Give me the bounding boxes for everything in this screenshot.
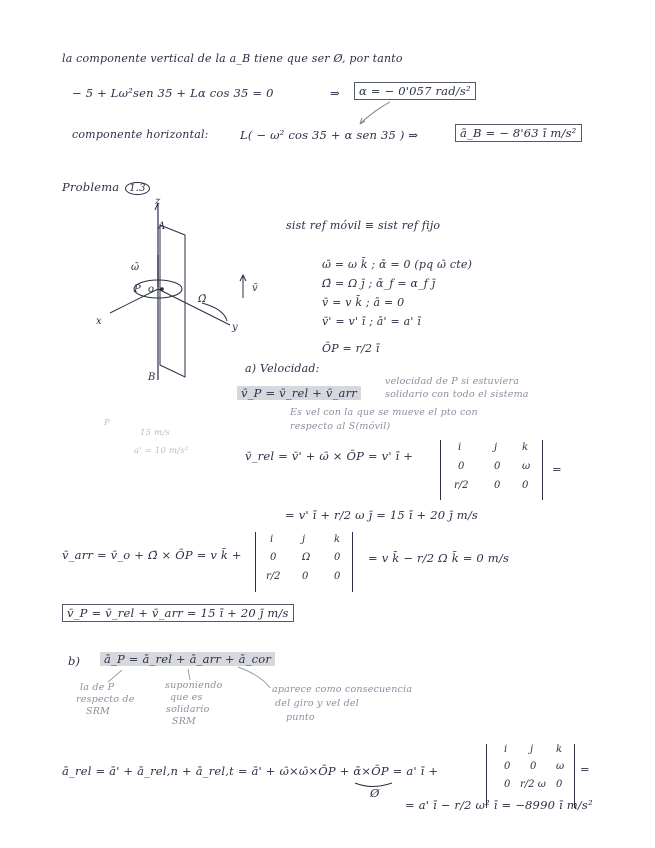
velocity-note-3: Es vel con la que se mueve el pto con	[290, 407, 478, 418]
faint-note-1: P	[104, 418, 110, 428]
m3-r1-c2: j	[530, 744, 534, 755]
vrel-equation: v̄_rel = v̄' + ω̄ × ŌP = v' ī +	[245, 449, 414, 463]
problem-number-badge: 1.3	[125, 182, 150, 195]
accel-note-rel-2: respecto de	[76, 694, 135, 705]
axis-z-label: z	[155, 196, 161, 207]
implies-arrow: ⇒	[330, 86, 340, 100]
m1-r1-c2: j	[494, 442, 498, 453]
velocity-heading-text: Velocidad:	[259, 362, 320, 375]
velocity-a-label: a)	[245, 362, 257, 375]
problem-title-text: Problema	[62, 180, 120, 194]
accel-note-rel-3: SRM	[86, 706, 110, 717]
accel-note-arr-2: que es	[170, 692, 203, 703]
velocity-main-eq: v̄_P = v̄_rel + v̄_arr	[237, 386, 361, 400]
accel-main-eq: ā_P = ā_rel + ā_arr + ā_cor	[100, 652, 275, 666]
m2-r2-c1: 0	[270, 552, 277, 563]
accel-note-rel-1: la de P	[80, 682, 115, 693]
m2-r2-c3: 0	[334, 552, 341, 563]
m1-r1-c3: k	[522, 442, 529, 453]
faint-note-3: a' = 10 m/s²	[134, 446, 189, 456]
varr-result: = v k̄ − r/2 Ω k̄ = 0 m/s	[368, 551, 510, 565]
m1-r3-c1: r/2	[454, 480, 469, 491]
v-label: v̄	[252, 283, 258, 294]
matrix1-right-bar	[542, 440, 543, 500]
problem-title	[62, 180, 150, 195]
horizontal-equation: L( − ω² cos 35 + α sen 35 ) ⇒	[240, 128, 419, 142]
varr-equation: v̄_arr = v̄_o + Ω̄ × ŌP = v k̄ +	[62, 548, 242, 562]
m3-r2-c1: 0	[504, 761, 511, 772]
alpha-result-box: α = − 0'057 rad/s²	[354, 82, 476, 100]
accel-note-arr-1: suponiendo	[165, 680, 223, 691]
accel-b-label: b)	[68, 654, 81, 668]
m3-r1-c3: k	[556, 744, 563, 755]
aB-result-box: ā_B = − 8'63 ī m/s²	[455, 124, 582, 142]
accel-note-cor-2: del giro y vel del	[275, 698, 359, 709]
matrix3-equals: =	[580, 762, 590, 776]
m3-r1-c1: i	[504, 744, 508, 755]
point-A-label: A	[158, 221, 166, 232]
m3-r2-c3: ω	[556, 761, 565, 772]
m3-r3-c1: 0	[504, 779, 511, 790]
sys-header: sist ref móvil ≡ sist ref fijo	[286, 219, 441, 232]
text-line-1: la componente vertical de la a_B tiene que ser Ø, por tanto	[62, 52, 403, 65]
matrix1-left-bar	[440, 440, 441, 500]
sys-eq-1: ω̄ = ω k̄ ; ᾱ = 0 (pq ω̄ cte)	[322, 258, 473, 271]
m1-r3-c3: 0	[522, 480, 529, 491]
m1-r1-c1: i	[458, 442, 462, 453]
m2-r3-c2: 0	[302, 571, 309, 582]
matrix2-left-bar	[255, 532, 256, 592]
horizontal-component-label: componente horizontal:	[72, 128, 209, 141]
equation-vertical: − 5 + Lω²sen 35 + Lα cos 35 = 0	[72, 86, 274, 100]
velocity-note-2: solidario con todo el sistema	[385, 389, 529, 400]
sys-eq-3: v̄ = v k̄ ; ā = 0	[322, 296, 405, 309]
m3-r3-c2: r/2 ω	[520, 779, 546, 790]
m2-r1-c2: j	[302, 534, 306, 545]
m2-r1-c1: i	[270, 534, 274, 545]
faint-note-2: 15 m/s	[140, 428, 171, 438]
m1-r3-c2: 0	[494, 480, 501, 491]
point-o-label: o	[148, 284, 155, 295]
m1-r2-c3: ω	[522, 461, 531, 472]
arel-equation: ā_rel = ā' + ā_rel,n + ā_rel,t = ā' + ω̄×ω̄×ŌP + ᾱ×ŌP = a' ī +	[62, 764, 439, 778]
m3-r3-c3: 0	[556, 779, 563, 790]
point-P-label: P	[134, 284, 141, 295]
matrix1-equals: =	[552, 462, 562, 476]
velocity-heading	[245, 362, 320, 375]
accel-note-cor-3: punto	[286, 712, 315, 723]
m2-r2-c2: Ω	[302, 552, 311, 563]
axis-y-label: y	[232, 322, 238, 333]
omega-label: ω̄	[131, 262, 140, 273]
accel-note-arr-3: solidario	[166, 704, 210, 715]
sys-eq-2: Ω̄ = Ω j̄ ; ᾱ_f = α_f j̄	[322, 277, 436, 290]
m2-r3-c1: r/2	[266, 571, 281, 582]
sys-eq-4: v̄' = v' ī ; ā' = a' ī	[322, 315, 421, 328]
point-B-label: B	[148, 372, 156, 383]
arel-result: = a' ī − r/2 ω² ī = −8990 ī m/s²	[405, 798, 593, 812]
velocity-note-4: respecto al S(móvil)	[290, 421, 391, 432]
vrel-result: = v' ī + r/2 ω j̄ = 15 ī + 20 j̄ m/s	[285, 508, 479, 522]
coriolis-zero: Ø	[370, 786, 380, 800]
accel-note-cor-1: aparece como consecuencia	[272, 684, 413, 695]
m2-r3-c3: 0	[334, 571, 341, 582]
m1-r2-c1: 0	[458, 461, 465, 472]
m2-r1-c3: k	[334, 534, 341, 545]
axis-x-label: x	[96, 316, 102, 327]
sys-eq-5: ŌP = r/2 ī	[322, 342, 380, 355]
m3-r2-c2: 0	[530, 761, 537, 772]
big-omega-label: Ω̄	[198, 294, 207, 305]
matrix2-right-bar	[352, 532, 353, 592]
vp-result-box: v̄_P = v̄_rel + v̄_arr = 15 ī + 20 j̄ m/s	[62, 604, 294, 622]
velocity-note-1: velocidad de P si estuviera	[385, 376, 520, 387]
accel-note-arr-4: SRM	[172, 716, 196, 727]
m1-r2-c2: 0	[494, 461, 501, 472]
